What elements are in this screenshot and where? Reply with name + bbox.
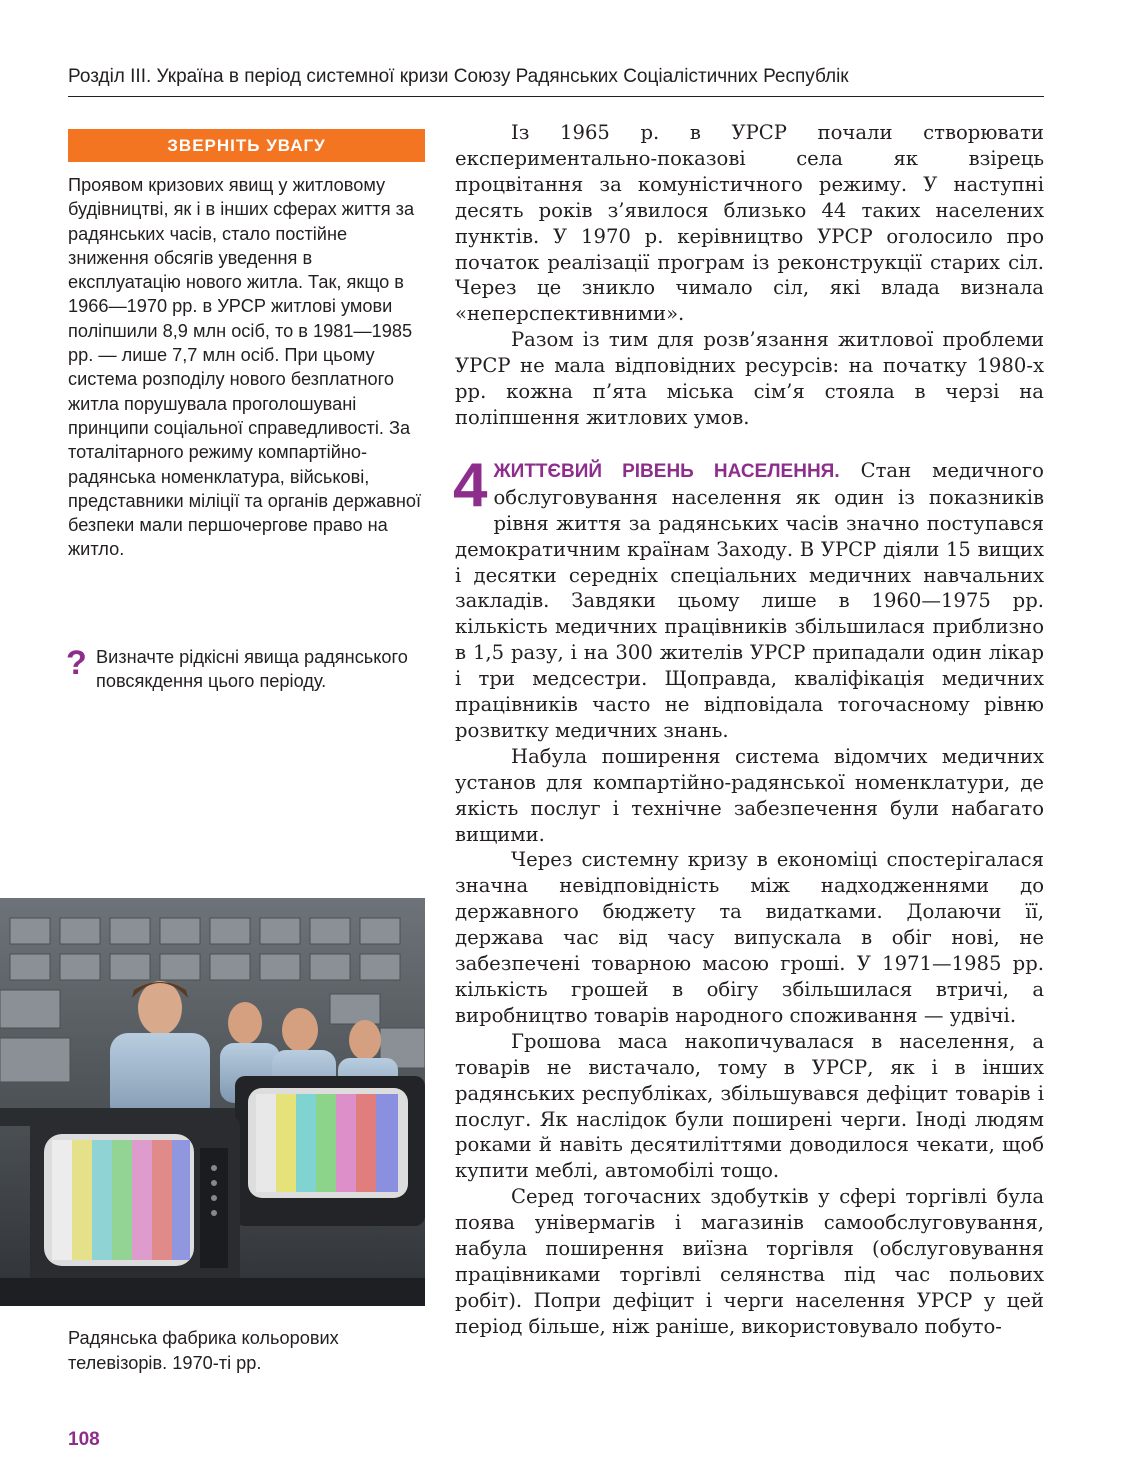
running-header: Розділ ІІІ. Україна в період системної кризи Союзу Радянських Соціалістичних Республік	[68, 66, 849, 87]
photo-caption: Радянська фабрика кольорових телевізорів. 1970-ті рр.	[68, 1328, 339, 1373]
factory-photo	[0, 898, 425, 1306]
paragraph: Набула поширення система відомчих медичних установ для компартійно-радянської номенклатури, де якість послуг і технічне забезпечення були набагато вищими.	[455, 744, 1044, 846]
section-title: ЖИТТЄВИЙ РІВЕНЬ НАСЕЛЕННЯ.	[493, 460, 840, 482]
paragraph: Грошова маса накопичувалася в населення, а товарів не вистачало, тому в УРСР, як і в інших радянських республіках, збільшувався дефіцит товарів і послуг. Як наслідок були поширені черги. Іноді людям роками й навіть десятиліттями доводилося чекати, щоб купити меблі, автомобілі тощо.	[455, 1029, 1044, 1183]
header-divider	[68, 96, 1044, 97]
paragraph: Із 1965 р. в УРСР почали створювати експериментально-показові села як взірець процвітання за комуністичного режиму. У наступні десять років з’явилося близько 44 таких населених пунктів. У 1970 р. керівництво УРСР оголосило про початок реалізації програм із реконструкції старих сіл. Через це зникло чимало сіл, які влада визнала «неперспективними».	[455, 121, 1044, 326]
section-text: Стан медичного обслуговування населення як один із показників рівня життя за радянських часів значно поступався демократичним країнам Заходу. В УРСР діяли 15 вищих і десятки середніх спеціальних медичних навчальних закладів. Завдяки цьому лише в 1960—1975 рр. кількість медичних працівників збільшилася приблизно в 1,5 разу, і на 300 жителів УРСР припадали один лікар і три медсестри. Щоправда, кваліфікація медичних працівників часто не відповідала тогочасному рівню розвитку медичних знань.	[455, 458, 1044, 742]
main-column	[455, 120, 1044, 1340]
section-4	[453, 450, 1044, 744]
question-icon: ?	[66, 644, 87, 682]
attention-heading: ЗВЕРНІТЬ УВАГУ	[68, 129, 425, 162]
paragraph: Серед тогочасних здобутків у сфері торгівлі була поява універмагів і магазинів самообслуговування, набула поширення виїзна торгівля (обслуговування працівниками торгівлі селянства під час польових робіт). Попри дефіцит і черги населення УРСР у цей період більше, ніж раніше, використовувало побуто-	[455, 1185, 1044, 1338]
attention-text: Проявом кризових явищ у житловому будівництві, як і в інших сферах життя за радянських часів, стало постійне зниження обсягів уведення в експлуатацію нового житла. Так, якщо в 1966—1970 рр. в УРСР житлові умови поліпшили 8,9 млн осіб, то в 1981—1985 рр. — лише 7,7 млн осіб. При цьому система розподілу нового безплатного житла порушувала проголошувані принципи соціальної справедливості. За тоталітарного режиму компартійно-радянська номенклатура, військові, представники міліції та органів державної безпеки мали першочергове право на житло.	[68, 175, 422, 560]
section-number: 4	[453, 450, 488, 520]
section-paragraph	[453, 450, 1044, 744]
question-text: Визначте рідкісні явища радянського повсякдення цього періоду.	[96, 647, 408, 692]
paragraph: Разом із тим для розв’язання житлової проблеми УРСР не мала відповідних ресурсів: на початку 1980-х рр. кожна п’ята міська сім’я стояла в черзі на поліпшення житлових умов.	[455, 328, 1044, 429]
page-number: 108	[68, 1429, 100, 1450]
paragraph: Через системну кризу в економіці спостерігалася значна невідповідність між надходженнями до державного бюджету та видатками. Долаючи її, держава час від часу випускала в обіг нові, не забезпечені товарною масою гроші. У 1971—1985 рр. кількість грошей в обігу збільшилася втричі, а виробництво товарів народного споживання — удвічі.	[455, 848, 1044, 1027]
